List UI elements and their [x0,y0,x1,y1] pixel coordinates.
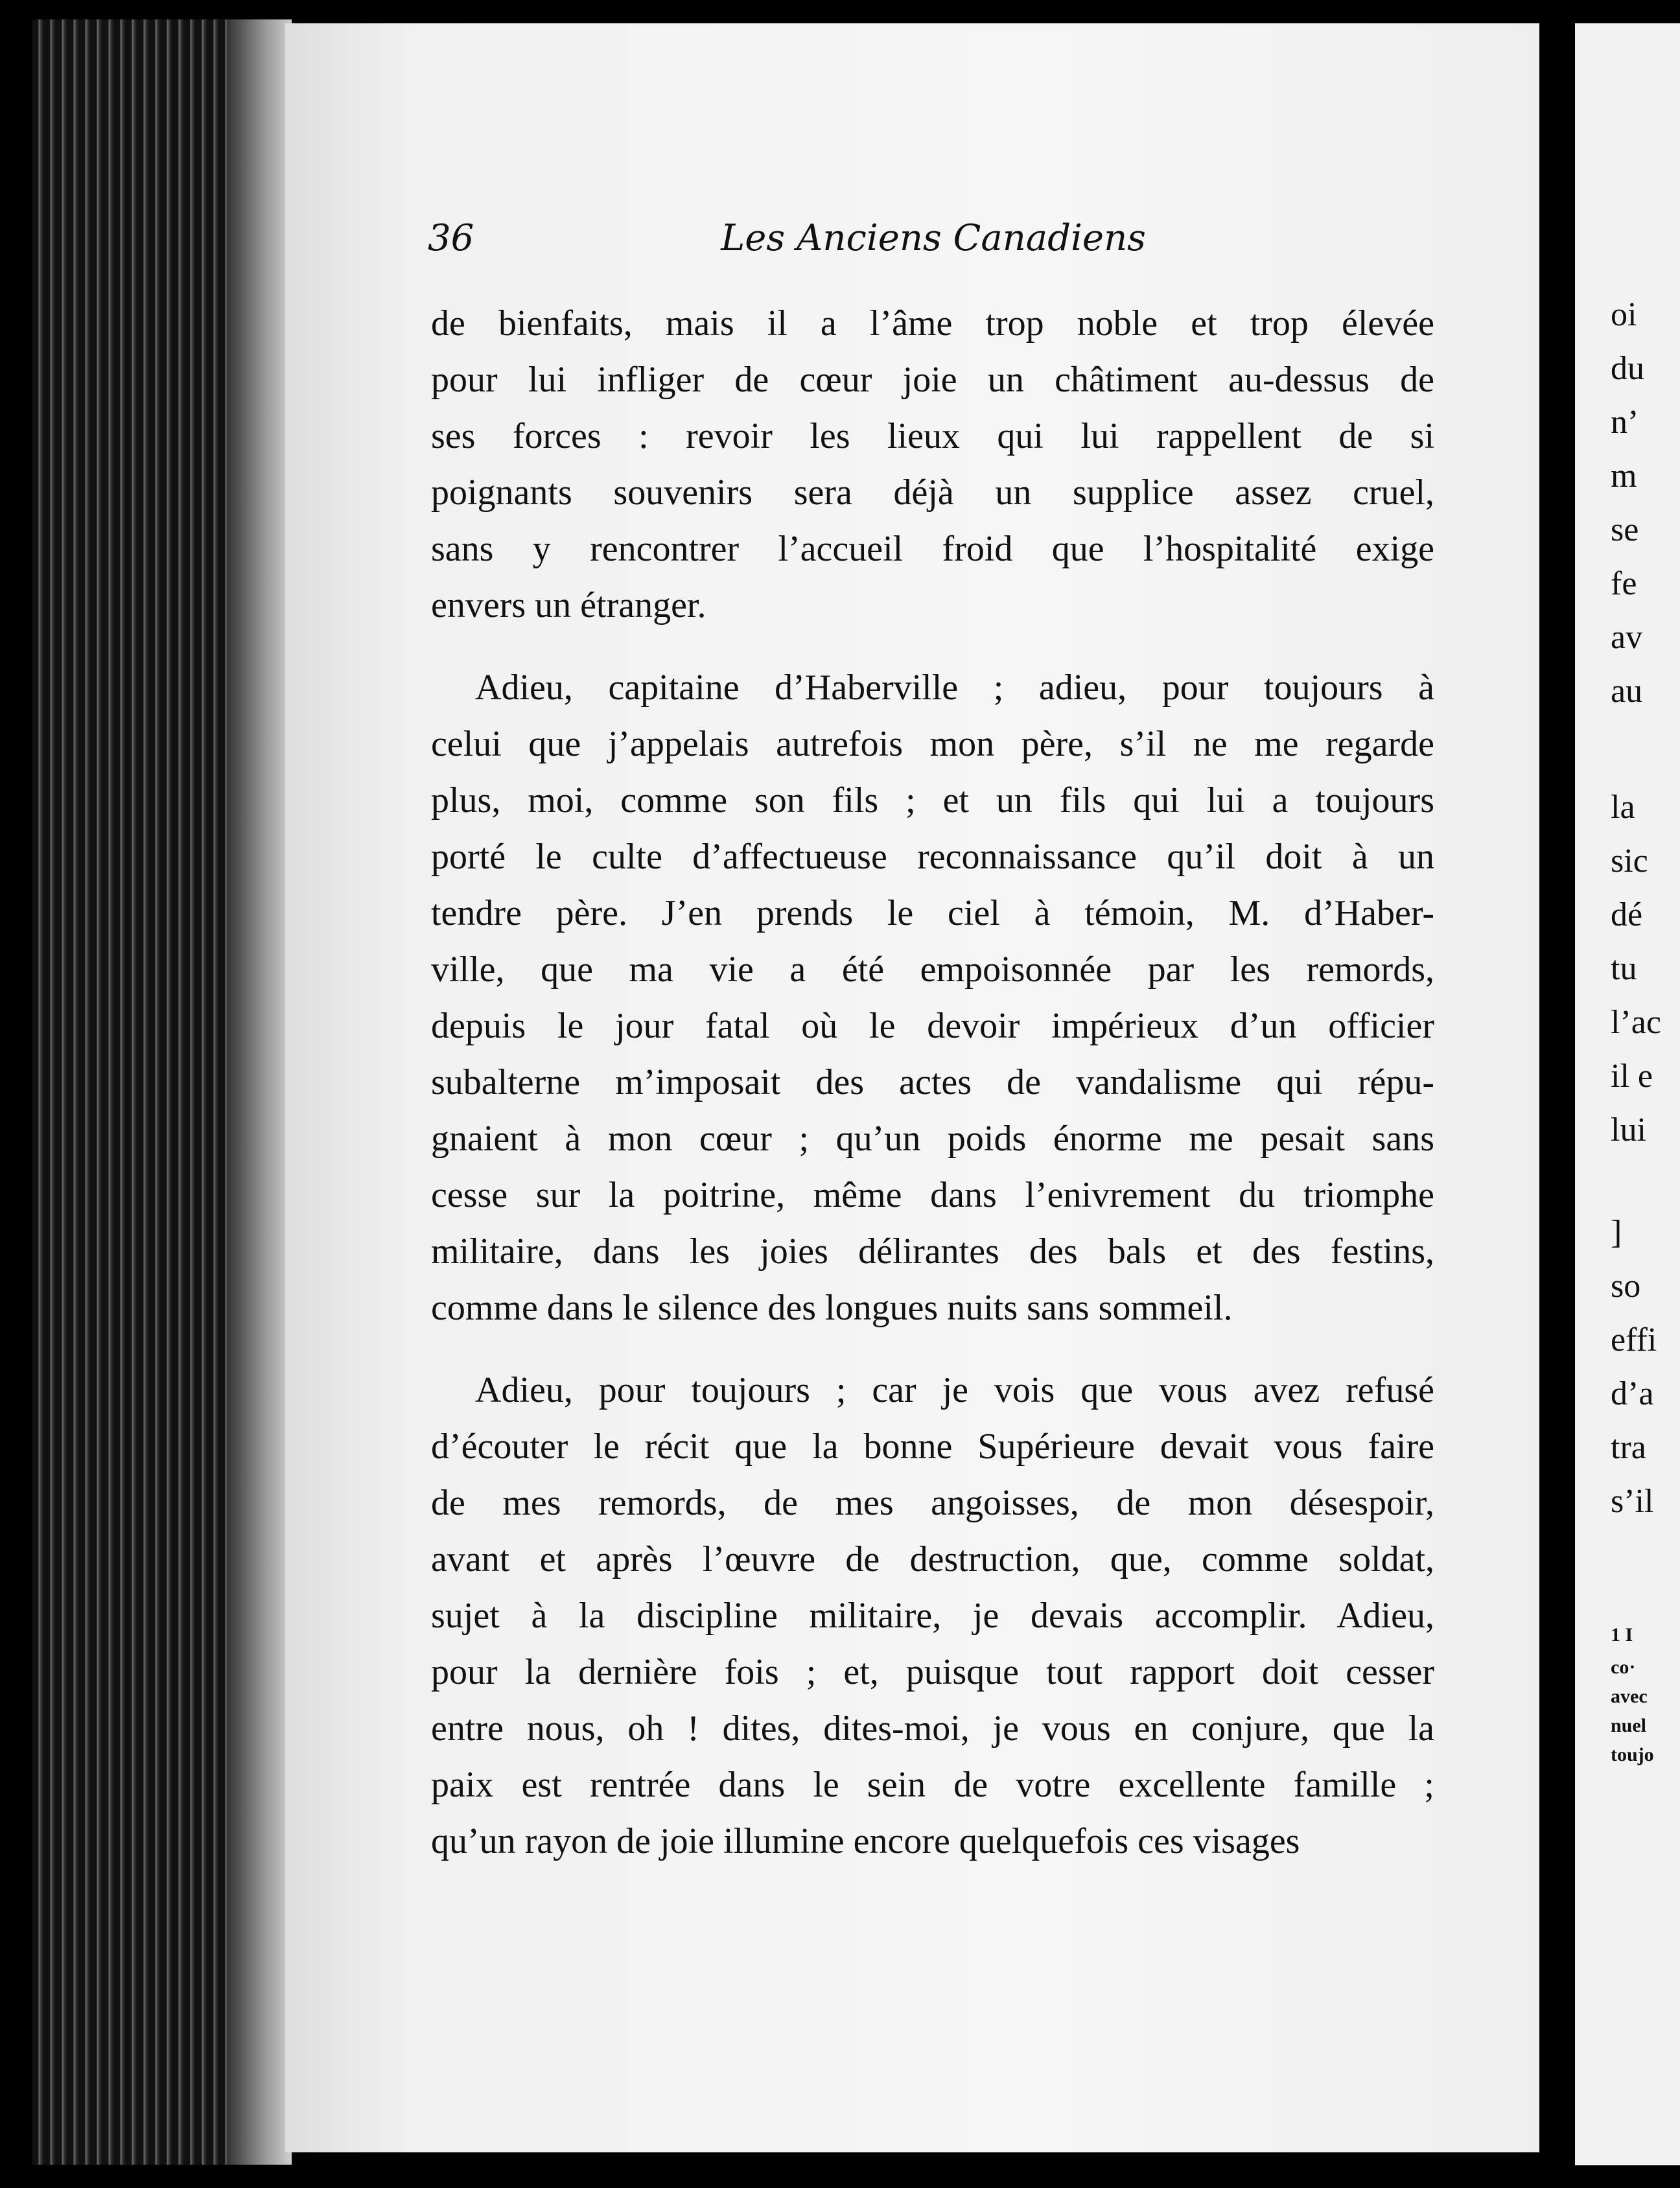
text-line: porté le culte d’affectueuse reconnaissance qu’il doit à un [431,837,1434,877]
text-line: pour lui infliger de cœur joie un châtiment au-dessus de [431,360,1434,400]
text-line: militaire, dans les joies délirantes des bals et des festins, [431,1231,1434,1272]
page-number: 36 [428,217,474,259]
facing-page-fragment: la [1611,789,1635,826]
text-line: comme dans le silence des longues nuits sans sommeil. [431,1288,1233,1328]
text-line: sujet à la discipline militaire, je devais accomplir. Adieu, [431,1596,1434,1636]
text-line: pour la dernière fois ; et, puisque tout rapport doit cesser [431,1652,1434,1692]
text-line: paix est rentrée dans le sein de votre excellente famille ; [431,1765,1434,1805]
paragraph [431,1362,1434,1870]
facing-page-fragment: so [1611,1268,1641,1305]
facing-page-fragment: lui [1611,1111,1646,1148]
text-line: envers un étranger. [431,585,706,625]
text-line: qu’un rayon de joie illumine encore quelquefois ces visages [431,1821,1300,1861]
facing-page-note-fragment: avec [1611,1686,1648,1707]
facing-page-fragment: d’a [1611,1375,1654,1412]
facing-page-fragment: il e [1611,1058,1653,1095]
text-line: avant et après l’œuvre de destruction, que, comme soldat, [431,1539,1434,1579]
text-line: Adieu, pour toujours ; car je vois que vous avez refusé [475,1370,1434,1410]
facing-page-fragment: sic [1611,843,1648,879]
facing-page-fragment: oi [1611,296,1637,333]
text-line: Adieu, capitaine d’Haberville ; adieu, pour toujours à [475,668,1434,708]
text-line: depuis le jour fatal où le devoir impérieux d’un officier [431,1006,1434,1046]
facing-page-fragment: m [1611,458,1637,495]
book-page-edges [32,19,292,2165]
facing-page-fragment: se [1611,511,1639,548]
text-line: ses forces : revoir les lieux qui lui rappellent de si [431,416,1434,456]
text-line: sans y rencontrer l’accueil froid que l’hospitalité exige [431,529,1434,569]
text-line: cesse sur la poitrine, même dans l’enivrement du triomphe [431,1175,1434,1215]
paragraph [431,296,1434,634]
facing-page-note-fragment: toujo [1611,1744,1654,1765]
text-line: entre nous, oh ! dites, dites-moi, je vous en conjure, que la [431,1708,1434,1749]
running-title: Les Anciens Canadiens [721,217,1146,259]
facing-page-note-fragment: 1 I [1611,1624,1633,1646]
paragraph [431,660,1434,1336]
page-header [428,217,1439,275]
text-line: ville, que ma vie a été empoisonnée par les remords, [431,949,1434,990]
facing-page-note-fragment: nuel [1611,1715,1647,1736]
text-line: d’écouter le récit que la bonne Supérieure devait vous faire [431,1426,1434,1467]
text-line: de bienfaits, mais il a l’âme trop noble et trop élevée [431,303,1434,343]
text-line: subalterne m’imposait des actes de vandalisme qui répu- [431,1062,1434,1102]
facing-page-fragment: dé [1611,896,1643,933]
facing-page-fragment: ] [1611,1214,1622,1251]
text-line: tendre père. J’en prends le ciel à témoin, M. d’Haber- [431,893,1434,933]
text-line: poignants souvenirs sera déjà un supplice assez cruel, [431,472,1434,513]
facing-page-fragment: av [1611,619,1643,656]
facing-page-fragment: tra [1611,1429,1646,1466]
facing-page-fragment: n’ [1611,404,1639,441]
facing-page-fragment: effi [1611,1321,1657,1358]
text-line: celui que j’appelais autrefois mon père, s’il ne me regarde [431,724,1434,764]
facing-page-fragment: au [1611,673,1643,710]
text-line: de mes remords, de mes angoisses, de mon désespoir, [431,1483,1434,1523]
facing-page-fragment: fe [1611,565,1637,602]
facing-page-fragment: l’ac [1611,1004,1661,1041]
text-line: gnaient à mon cœur ; qu’un poids énorme me pesait sans [431,1119,1434,1159]
facing-page-fragment: s’il [1611,1483,1654,1520]
body-text [431,296,1434,1870]
text-line: plus, moi, comme son fils ; et un fils qui lui a toujours [431,780,1434,820]
facing-page-note-fragment: co· [1611,1657,1636,1678]
facing-page-fragment: du [1611,350,1644,387]
facing-page-fragment: tu [1611,950,1637,987]
